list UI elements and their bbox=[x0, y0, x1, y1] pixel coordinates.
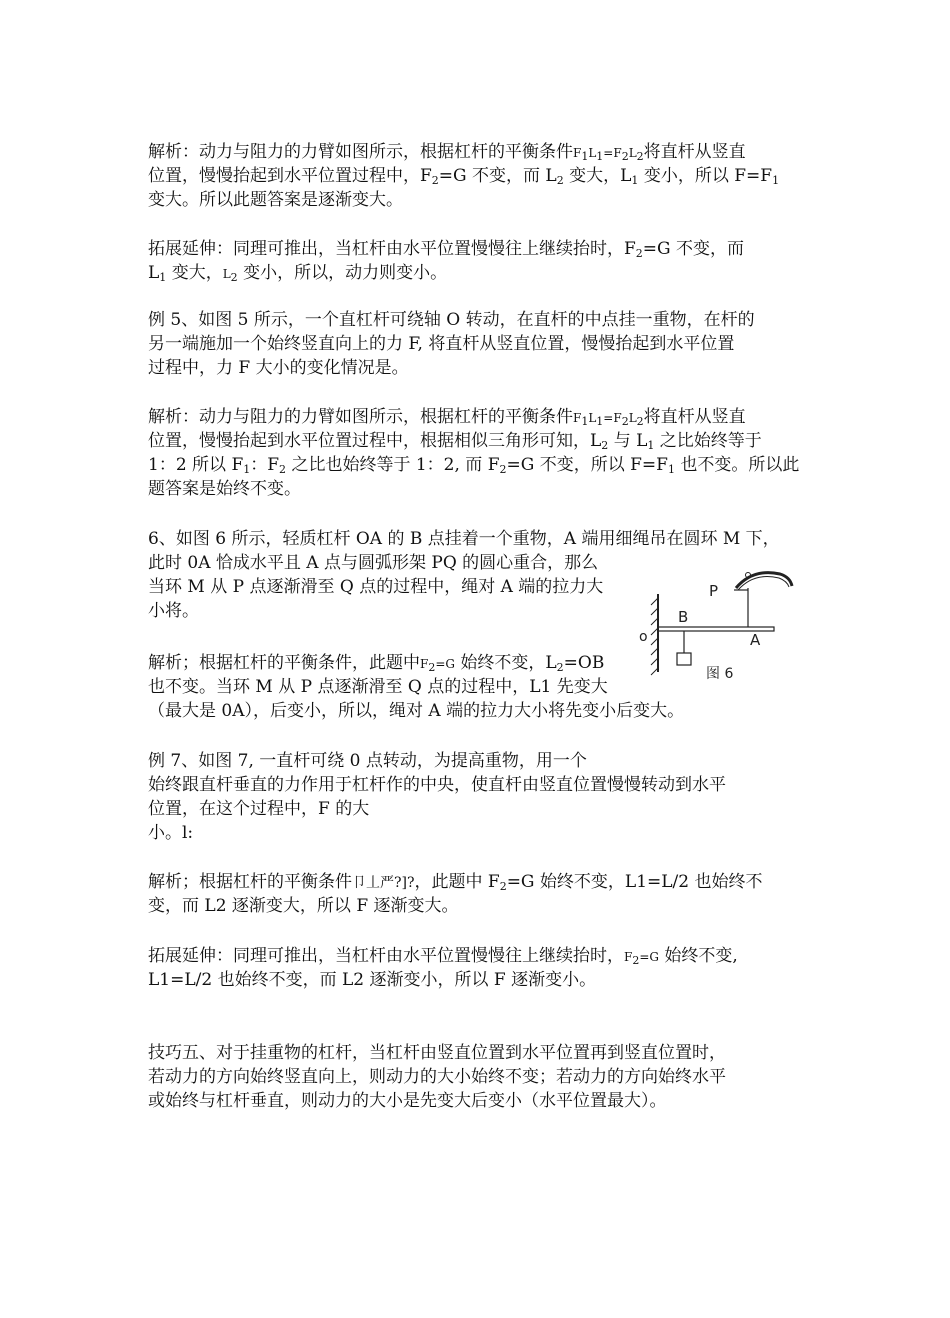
para1-line1: 解析：动力与阻力的力臂如图所示，根据杠杆的平衡条件$F_1L_1=F_2L_2$将直杆从竖直 bbox=[148, 142, 746, 163]
para9-line1: 拓展延伸：同理可推出，当杠杆由水平位置慢慢往上继续抬时，$F_2=G$ 始终不变, bbox=[148, 946, 738, 967]
para4-line1: 解析：动力与阻力的力臂如图所示，根据杠杆的平衡条件$F_1L_1=F_2L_2$将直杆从竖直 bbox=[148, 407, 746, 428]
weight-block bbox=[677, 653, 691, 665]
figure-6 bbox=[632, 560, 802, 690]
figure-caption: 图 6 bbox=[706, 666, 734, 682]
para7-line3: 位置，在这个过程中，F 的大 bbox=[148, 799, 370, 819]
para8-line1: 解析；根据杠杆的平衡条件卩丄严?]?，此题中 $F_2=G$ 始终不变，L1=L/2 也始终不 bbox=[148, 872, 763, 893]
para5-line1: 6、如图 6 所示，轻质杠杆 OA 的 B 点挂着一个重物，A 端用细绳吊在圆环 M 下， bbox=[148, 529, 780, 549]
para1-line2: 位置，慢慢抬起到水平位置过程中，$F_2=G$ 不变，而 $L_2$ 变大，$L_1$ 变小，所以 $F=F_1$ bbox=[148, 166, 780, 187]
para5-line4: 小将。 bbox=[148, 601, 199, 621]
para4-line4: 题答案是始终不变。 bbox=[148, 479, 301, 499]
label-o: o bbox=[639, 629, 648, 645]
para3-line2: 另一端施加一个始终竖直向上的力 F, 将直杆从竖直位置，慢慢抬起到水平位置 bbox=[148, 334, 735, 354]
para9-line2: L1=L/2 也始终不变，而 L2 逐渐变小，所以 F 逐渐变小。 bbox=[148, 970, 597, 990]
para7-line4: 小。l: bbox=[148, 823, 194, 843]
para1-line3: 变大。所以此题答案是逐渐变大。 bbox=[148, 190, 403, 210]
para5-line3: 当环 M 从 P 点逐渐滑至 Q 点的过程中，绳对 A 端的拉力大 bbox=[148, 577, 604, 597]
label-b: B bbox=[678, 608, 689, 626]
para6-line3: （最大是 0A），后变小，所以，绳对 A 端的拉力大小将先变小后变大。 bbox=[148, 701, 685, 721]
para2-line1: 拓展延伸：同理可推出，当杠杆由水平位置慢慢往上继续抬时，$F_2=G$ 不变，而 bbox=[148, 239, 745, 260]
para3-line3: 过程中，力 F 大小的变化情况是。 bbox=[148, 358, 409, 378]
para10-line3: 或始终与杠杆垂直，则动力的大小是先变大后变小（水平位置最大）。 bbox=[148, 1091, 667, 1111]
para4-line2: 位置，慢慢抬起到水平位置过程中，根据相似三角形可知，$L_2$ 与 $L_1$ 之比始终等于 bbox=[148, 431, 762, 452]
para4-line3: 1：2 所以 $F_1$：$F_2$ 之比也始终等于 1：2, 而 $F_2=G$ 不变，所以 $F=F_1$ 也不变。所以此 bbox=[148, 455, 800, 476]
para3-line1: 例 5、如图 5 所示，一个直杠杆可绕轴 O 转动，在直杆的中点挂一重物，在杆的 bbox=[148, 310, 755, 330]
para6-line2: 也不变。当环 M 从 P 点逐渐滑至 Q 点的过程中，L1 先变大 bbox=[148, 677, 608, 697]
para2-line2: $L_1$ 变大，$L_2$ 变小，所以，动力则变小。 bbox=[148, 263, 448, 284]
para8-line2: 变，而 L2 逐渐变大，所以 F 逐渐变大。 bbox=[148, 896, 459, 916]
label-p: P bbox=[709, 582, 719, 600]
para5-line2: 此时 0A 恰成水平且 A 点与圆弧形架 PQ 的圆心重合，那么 bbox=[148, 553, 599, 573]
para7-line1: 例 7、如图 7, 一直杆可绕 0 点转动，为提高重物，用一个 bbox=[148, 751, 587, 771]
para6-line1: 解析；根据杠杆的平衡条件，此题中$F_2=G$ 始终不变，$L_2=OB$ bbox=[148, 653, 605, 674]
wall-hatching bbox=[651, 598, 658, 675]
para10-line1: 技巧五、对于挂重物的杠杆，当杠杆由竖直位置到水平位置再到竖直位置时， bbox=[148, 1043, 726, 1063]
label-a: A bbox=[750, 631, 761, 649]
para7-line2: 始终跟直杆垂直的力作用于杠杆作的中央，使直杆由竖直位置慢慢转动到水平 bbox=[148, 775, 726, 795]
para10-line2: 若动力的方向始终竖直向上，则动力的大小始终不变；若动力的方向始终水平 bbox=[148, 1067, 726, 1087]
